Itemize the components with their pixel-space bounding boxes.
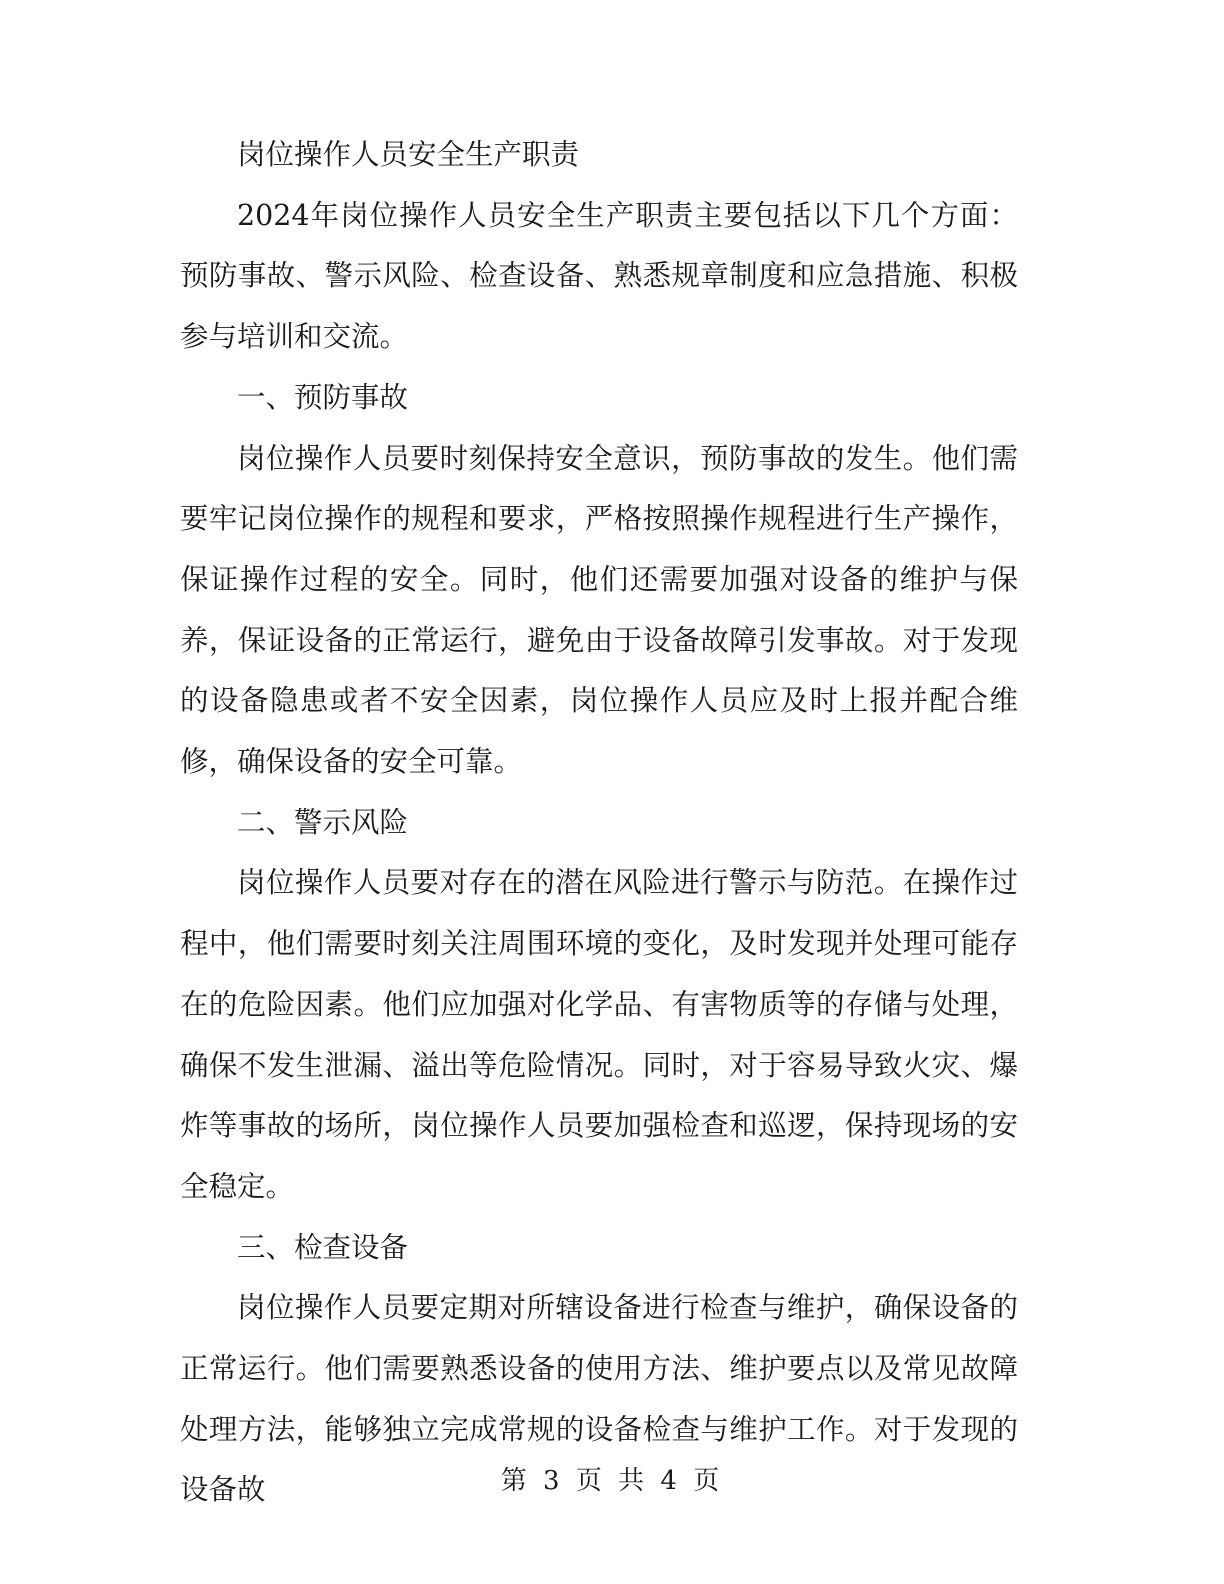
intro-paragraph: 2024年岗位操作人员安全生产职责主要包括以下几个方面：预防事故、警示风险、检查设备、熟悉规章制度和应急措施、积极参与培训和交流。 (180, 198, 1018, 354)
section-heading-prevent-accidents: 一、预防事故 (237, 380, 409, 414)
section-paragraph-warn-risks: 岗位操作人员要对存在的潜在风险进行警示与防范。在操作过程中，他们需要时刻关注周围环境的变化，及时发现并处理可能存在的危险因素。他们应加强对化学品、有害物质等的存储与处理，确保不发生泄漏、溢出等危险情况。同时，对于容易导致火灾、爆炸等事故的场所，岗位操作人员要加强检查和巡逻，保持现场的安全稳定。 (180, 866, 1018, 1203)
section-paragraph-prevent-accidents: 岗位操作人员要时刻保持安全意识，预防事故的发生。他们需要牢记岗位操作的规程和要求，严格按照操作规程进行生产操作，保证操作过程的安全。同时，他们还需要加强对设备的维护与保养，保证设备的正常运行，避免由于设备故障引发事故。对于发现的设备隐患或者不安全因素，岗位操作人员应及时上报并配合维修，确保设备的安全可靠。 (180, 441, 1018, 779)
page-number-footer: 第 3 页 共 4 页 (500, 1466, 724, 1496)
document-title: 岗位操作人员安全生产职责 (237, 138, 580, 171)
document-body (180, 125, 1018, 1521)
section-paragraph-inspect-equipment: 岗位操作人员要定期对所辖设备进行检查与维护，确保设备的正常运行。他们需要熟悉设备的使用方法、维护要点以及常见故障处理方法，能够独立完成常规的设备检查与维护工作。对于发现的设备故 (180, 1291, 1018, 1507)
section-heading-inspect-equipment: 三、检查设备 (237, 1230, 409, 1264)
section-heading-warn-risks: 二、警示风险 (237, 805, 409, 839)
